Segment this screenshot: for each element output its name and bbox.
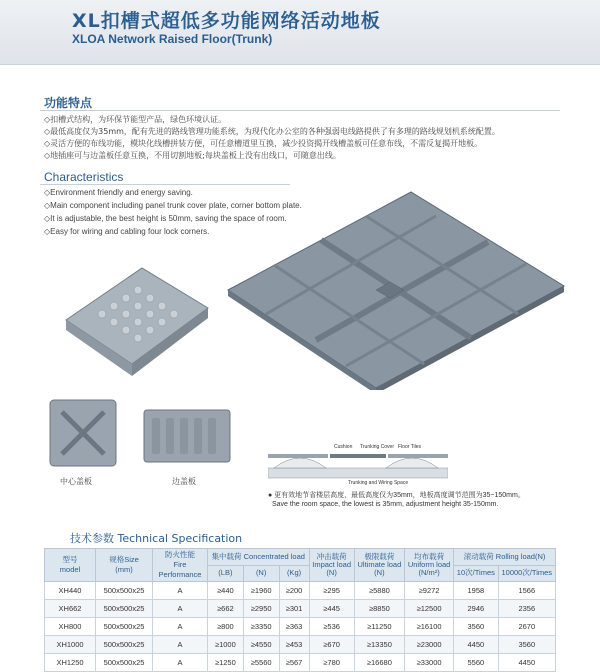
col-header-uniform: 均布载荷 Uniform load (N/m²): [405, 549, 454, 582]
col-header-n: (N): [243, 565, 279, 582]
diagram-label: Trunking and Wiring Space: [348, 480, 409, 486]
spec-table: [44, 548, 556, 672]
cell-rolling-10: 4450: [454, 636, 498, 654]
cell-model: XH1000: [45, 636, 96, 654]
cell-fire: A: [153, 654, 208, 672]
cell-size: 500x500x25: [96, 618, 153, 636]
cell-impact: ≥536: [309, 618, 354, 636]
cell-rolling-10: 3560: [454, 618, 498, 636]
cell-uniform: ≥23000: [405, 636, 454, 654]
cell-n: ≥2950: [243, 600, 279, 618]
cell-impact: ≥295: [309, 582, 354, 600]
features-en-heading: Characteristics: [44, 170, 124, 184]
table-row: [45, 636, 556, 654]
cell-fire: A: [153, 618, 208, 636]
cell-fire: A: [153, 636, 208, 654]
cell-uniform: ≥16100: [405, 618, 454, 636]
cell-ultimate: ≥13350: [354, 636, 404, 654]
cell-lb: ≥1000: [208, 636, 244, 654]
diagram-label: Floor Tiles: [398, 444, 422, 450]
cell-model: XH800: [45, 618, 96, 636]
col-header-r10000: 10000次/Times: [498, 565, 555, 582]
edge-cover-image: [142, 408, 232, 464]
cell-size: 500x500x25: [96, 654, 153, 672]
cell-rolling-10: 5560: [454, 654, 498, 672]
col-header-size: 规格Size (mm): [96, 549, 153, 582]
diagram-note-cn: ● 更有效地节省楼层高度，最低高度仅为35mm，地板高度调节范围为35~150mm。: [268, 492, 525, 499]
cell-rolling-10: 2946: [454, 600, 498, 618]
cell-rolling-10000: 2670: [498, 618, 555, 636]
cell-ultimate: ≥11250: [354, 618, 404, 636]
spec-heading: 技术参数 Technical Specification: [70, 532, 243, 545]
col-header-kg: (Kg): [279, 565, 309, 582]
col-header-concentrated: 集中载荷 Concentrated load: [208, 549, 310, 566]
cell-lb: ≥662: [208, 600, 244, 618]
edge-cover-caption: 边盖板: [172, 477, 196, 486]
cell-n: ≥4550: [243, 636, 279, 654]
cell-rolling-10000: 1566: [498, 582, 555, 600]
cell-model: XH662: [45, 600, 96, 618]
feature-en-line: ◇Easy for wiring and cabling four lock corners.: [44, 227, 210, 236]
cell-uniform: ≥12500: [405, 600, 454, 618]
cell-rolling-10: 1958: [454, 582, 498, 600]
diagram-note-en: Save the room space, the lowest is 35mm, adjustment height 35-150mm.: [272, 501, 499, 508]
table-row: [45, 654, 556, 672]
cell-rolling-10000: 4450: [498, 654, 555, 672]
feature-en-line: ◇Environment friendly and energy saving.: [44, 188, 193, 197]
cell-uniform: ≥9272: [405, 582, 454, 600]
table-row: [45, 618, 556, 636]
cell-lb: ≥1250: [208, 654, 244, 672]
cell-ultimate: ≥16680: [354, 654, 404, 672]
divider: [40, 184, 290, 185]
cell-ultimate: ≥5880: [354, 582, 404, 600]
center-cover-caption: 中心盖板: [60, 477, 92, 486]
cell-impact: ≥670: [309, 636, 354, 654]
diagram-label: Trunking Cover: [360, 444, 394, 450]
page-title-en: XLOA Network Raised Floor(Trunk): [72, 32, 273, 46]
cell-lb: ≥440: [208, 582, 244, 600]
table-row: [45, 582, 556, 600]
divider: [40, 110, 560, 111]
feature-cn-line: ◇地插座可与边盖板任意互换，不用切割地板;每块盖板上没有出线口，可随意出线。: [44, 151, 341, 160]
cell-kg: ≥567: [279, 654, 309, 672]
page-title-cn: XL扣槽式超低多功能网络活动地板: [72, 10, 381, 32]
cell-kg: ≥301: [279, 600, 309, 618]
center-cover-image: [48, 398, 118, 468]
col-header-ultimate: 极限载荷 Ultimate load (N): [354, 549, 404, 582]
cell-rolling-10000: 3560: [498, 636, 555, 654]
col-header-impact: 冲击载荷 Impact load (N): [309, 549, 354, 582]
col-header-rolling: 滚动载荷 Rolling load(N): [454, 549, 556, 566]
cell-size: 500x500x25: [96, 600, 153, 618]
tile-underside-image: [62, 262, 212, 382]
diagram-label: Cushion: [334, 444, 353, 450]
cell-rolling-10000: 2356: [498, 600, 555, 618]
feature-en-line: ◇Main component including panel trunk cover plate, corner bottom plate.: [44, 201, 302, 210]
features-cn-heading: 功能特点: [44, 96, 93, 110]
floor-assembly-image: [226, 190, 566, 390]
cell-lb: ≥800: [208, 618, 244, 636]
cell-fire: A: [153, 582, 208, 600]
feature-cn-line: ◇扣槽式结构，为环保节能型产品，绿色环境认证。: [44, 115, 227, 124]
cell-n: ≥1960: [243, 582, 279, 600]
header-band: [0, 0, 600, 65]
col-header-model: 型号 model: [45, 549, 96, 582]
table-row: [45, 600, 556, 618]
feature-en-line: ◇It is adjustable, the best height is 50mm, saving the space of room.: [44, 214, 287, 223]
col-header-r10: 10次/Times: [454, 565, 498, 582]
cell-model: XH1250: [45, 654, 96, 672]
col-header-fire: 防火性能 Fire Performance: [153, 549, 208, 582]
cell-size: 500x500x25: [96, 636, 153, 654]
cell-kg: ≥200: [279, 582, 309, 600]
cell-impact: ≥445: [309, 600, 354, 618]
col-header-lb: (LB): [208, 565, 244, 582]
cell-uniform: ≥33000: [405, 654, 454, 672]
cell-ultimate: ≥8850: [354, 600, 404, 618]
cell-fire: A: [153, 600, 208, 618]
feature-cn-line: ◇最低高度仅为35mm，配有先进的路线管理功能系统，为现代化办公室的各种强弱电线路提供了有多理的路线规划机系统配置。: [44, 127, 500, 136]
cell-kg: ≥453: [279, 636, 309, 654]
cell-model: XH440: [45, 582, 96, 600]
cell-size: 500x500x25: [96, 582, 153, 600]
cell-impact: ≥780: [309, 654, 354, 672]
cell-n: ≥5560: [243, 654, 279, 672]
cell-kg: ≥363: [279, 618, 309, 636]
cell-n: ≥3350: [243, 618, 279, 636]
feature-cn-line: ◇灵活方便的布线功能，模块化线槽拼装方便，可任意槽道里互换，减少投资揭开线槽盖板可任意布线，不需反复揭开地板。: [44, 139, 483, 148]
